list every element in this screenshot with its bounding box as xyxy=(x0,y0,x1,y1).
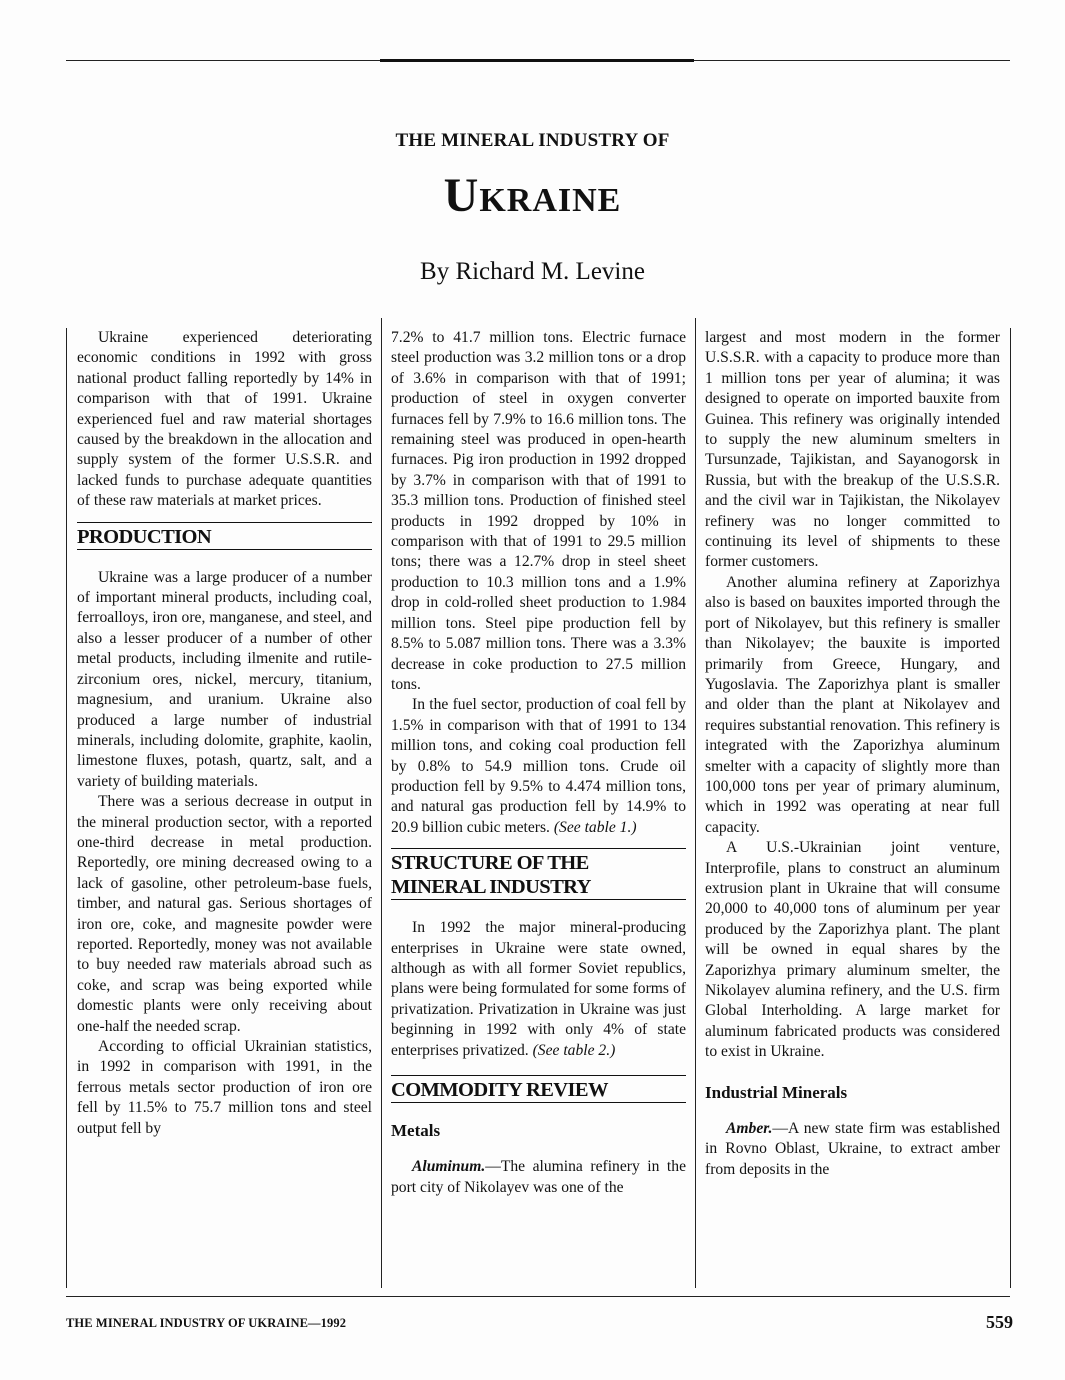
column-rule-2 xyxy=(695,318,696,1288)
subheading-metals: Metals xyxy=(391,1121,441,1140)
amber-paragraph-text: —A new state firm was established in Rovno Oblast, Ukraine, to extract amber from deposits in the xyxy=(705,1120,1000,1178)
aluminum-label: Aluminum. xyxy=(412,1158,486,1176)
production-paragraph-3: According to official Ukrainian statistics, in 1992 in comparison with 1991, in the ferrous metals sector production of iron ore fell by 11.5% to 75.7 million tons and steel output fell by xyxy=(77,1038,372,1137)
amber-label: Amber. xyxy=(726,1120,773,1138)
column-2 xyxy=(391,328,686,1198)
zaporizhya-paragraph: Another alumina refinery at Zaporizhya also is based on bauxites imported through the port of Nikolayev, but this refinery is smaller than Nikolayev; the bauxite is imported primarily from Greece, Hungary, and Yugoslavia. The Zaporizhya plant is smaller and older than the plant at Nikolayev and requires substantial renovation. This refinery is integrated with the Zaporizhya aluminum smelter with a capacity of slightly more than 100,000 tons per year of primary aluminum, which in 1992 was operating at near full capacity. xyxy=(705,573,1000,836)
table-2-reference: (See table 2.) xyxy=(532,1041,616,1059)
running-footer-title: THE MINERAL INDUSTRY OF UKRAINE—1992 xyxy=(66,1316,347,1330)
fuel-paragraph-text: In the fuel sector, production of coal fell by 1.5% in comparison with that of 1991 to 134 million tons, and coking coal production fell by 0.8% to 54.9 million tons. Crude oil production fell by 9.5% to 4.474 million tons, and natural gas production fell by 14.9% to 20.9 billion cubic meters. xyxy=(391,696,686,836)
structure-paragraph xyxy=(391,918,686,1061)
page-title: Ukraine xyxy=(443,169,622,222)
column-rule-left xyxy=(66,328,67,1288)
section-heading-structure xyxy=(391,848,686,900)
fuel-paragraph xyxy=(391,695,686,838)
structure-heading-line-2: MINERAL INDUSTRY xyxy=(391,876,591,899)
section-heading-commodity-review: COMMODITY REVIEW xyxy=(391,1075,686,1103)
top-rule-accent xyxy=(380,59,694,62)
subheading-industrial-minerals: Industrial Minerals xyxy=(705,1082,848,1102)
column-rule-right xyxy=(1010,328,1011,1288)
production-paragraph-2: There was a serious decrease in output in the mineral production sector, with a reported one-third decrease in metal production. Reportedly, ore mining decreased owing to a lack of gasoline, other petroleum-base fuels, timber, and natural gas. Serious shortages of iron ore, coke, and magnesite powder were reported. Reportedly, money was not available to buy needed raw materials abroad such as coke, and scrap was being exported while domestic plants were only receiving about one-half the needed scrap. xyxy=(77,793,372,1035)
amber-paragraph xyxy=(705,1119,1000,1180)
aluminum-paragraph-text: —The alumina refinery in the port city of Nikolayev was one of the xyxy=(391,1158,686,1196)
production-paragraph-1: Ukraine was a large producer of a number of important mineral products, including coal, ferroalloys, iron ore, manganese, and steel, and also a lesser producer of a number of other metal products, including ilmenite and rutile-zirconium ores, nickel, mercury, titanium, magnesium, and uranium. Ukraine also produced a large number of industrial minerals, including dolomite, graphite, kaolin, limestone fluxes, potash, quartz, salt, and a variety of building materials. xyxy=(77,568,372,790)
page-number: 559 xyxy=(986,1312,1013,1332)
section-heading-production: PRODUCTION xyxy=(77,522,372,550)
alumina-paragraph: largest and most modern in the former U.S.S.R. with a capacity to produce more than 1 million tons per year of alumina; it was designed to operate on imported bauxite from Guinea. This refinery was originally intended to supply the new aluminum smelters in Tursunzade, Tajikistan, and Sayanogorsk in Russia, but with the breakup of the U.S.S.R. and the civil war in Tajikistan, the Nikolayev refinery was no longer committed to continuing its level of shipments to these former customers. xyxy=(705,329,1000,571)
title-kicker: THE MINERAL INDUSTRY OF xyxy=(395,130,670,151)
table-1-reference: (See table 1.) xyxy=(553,818,637,836)
structure-heading-line-1: STRUCTURE OF THE xyxy=(391,852,589,875)
aluminum-paragraph xyxy=(391,1157,686,1198)
column-rule-1 xyxy=(381,318,382,1288)
steel-paragraph: 7.2% to 41.7 million tons. Electric furnace steel production was 3.2 million tons or a drop of 3.6% in comparison with that of 1991; production of steel in oxygen converter furnaces fell by 7.9% to 16.6 million tons. The remaining steel was produced in open-hearth furnaces. Pig iron production in 1992 dropped by 3.7% in comparison with that of 1991 to 35.3 million tons. Production of finished steel products in 1992 dropped by 10% in comparison with that of 1991 to 29.5 million tons; there was a 12.7% drop in steel sheet production to 10.3 million tons and a 1.9% drop in cold-rolled sheet production to 1.984 million tons. Steel pipe production fell by 8.5% to 5.087 million tons. There was a 3.3% decrease in coke production to 27.5 million tons. xyxy=(391,329,686,693)
structure-paragraph-text: In 1992 the major mineral-producing enterprises in Ukraine were state owned, although as with all former Soviet republics, plans were being formulated for some forms of privatization. Privatization in Ukraine was just beginning in 1992 with only 4% of state enterprises privatized. xyxy=(391,919,686,1059)
intro-paragraph: Ukraine experienced deteriorating economic conditions in 1992 with gross national product falling reportedly by 14% in comparison with that of 1991. Ukraine experienced fuel and raw material shortages caused by the breakdown in the allocation and supply system of the former U.S.S.R. and lacked funds to purchase adequate quantities of these raw materials at market prices. xyxy=(77,329,372,510)
column-1 xyxy=(77,328,372,1139)
joint-venture-paragraph: A U.S.-Ukrainian joint venture, Interprofile, plans to construct an aluminum extrusion plant in Ukraine that will consume 20,000 to 40,000 tons of aluminum per year produced by the Zaporizhya plant. The plant will be owned in equal shares by the Zaporizhya primary aluminum smelter, the Nikolayev alumina refinery, and the U.S. firm Global Interholding. A large market for aluminum fabricated products was considered to exist in Ukraine. xyxy=(705,839,1000,1061)
bottom-rule xyxy=(66,1296,1010,1297)
column-3 xyxy=(705,328,1000,1180)
byline: By Richard M. Levine xyxy=(420,258,645,285)
